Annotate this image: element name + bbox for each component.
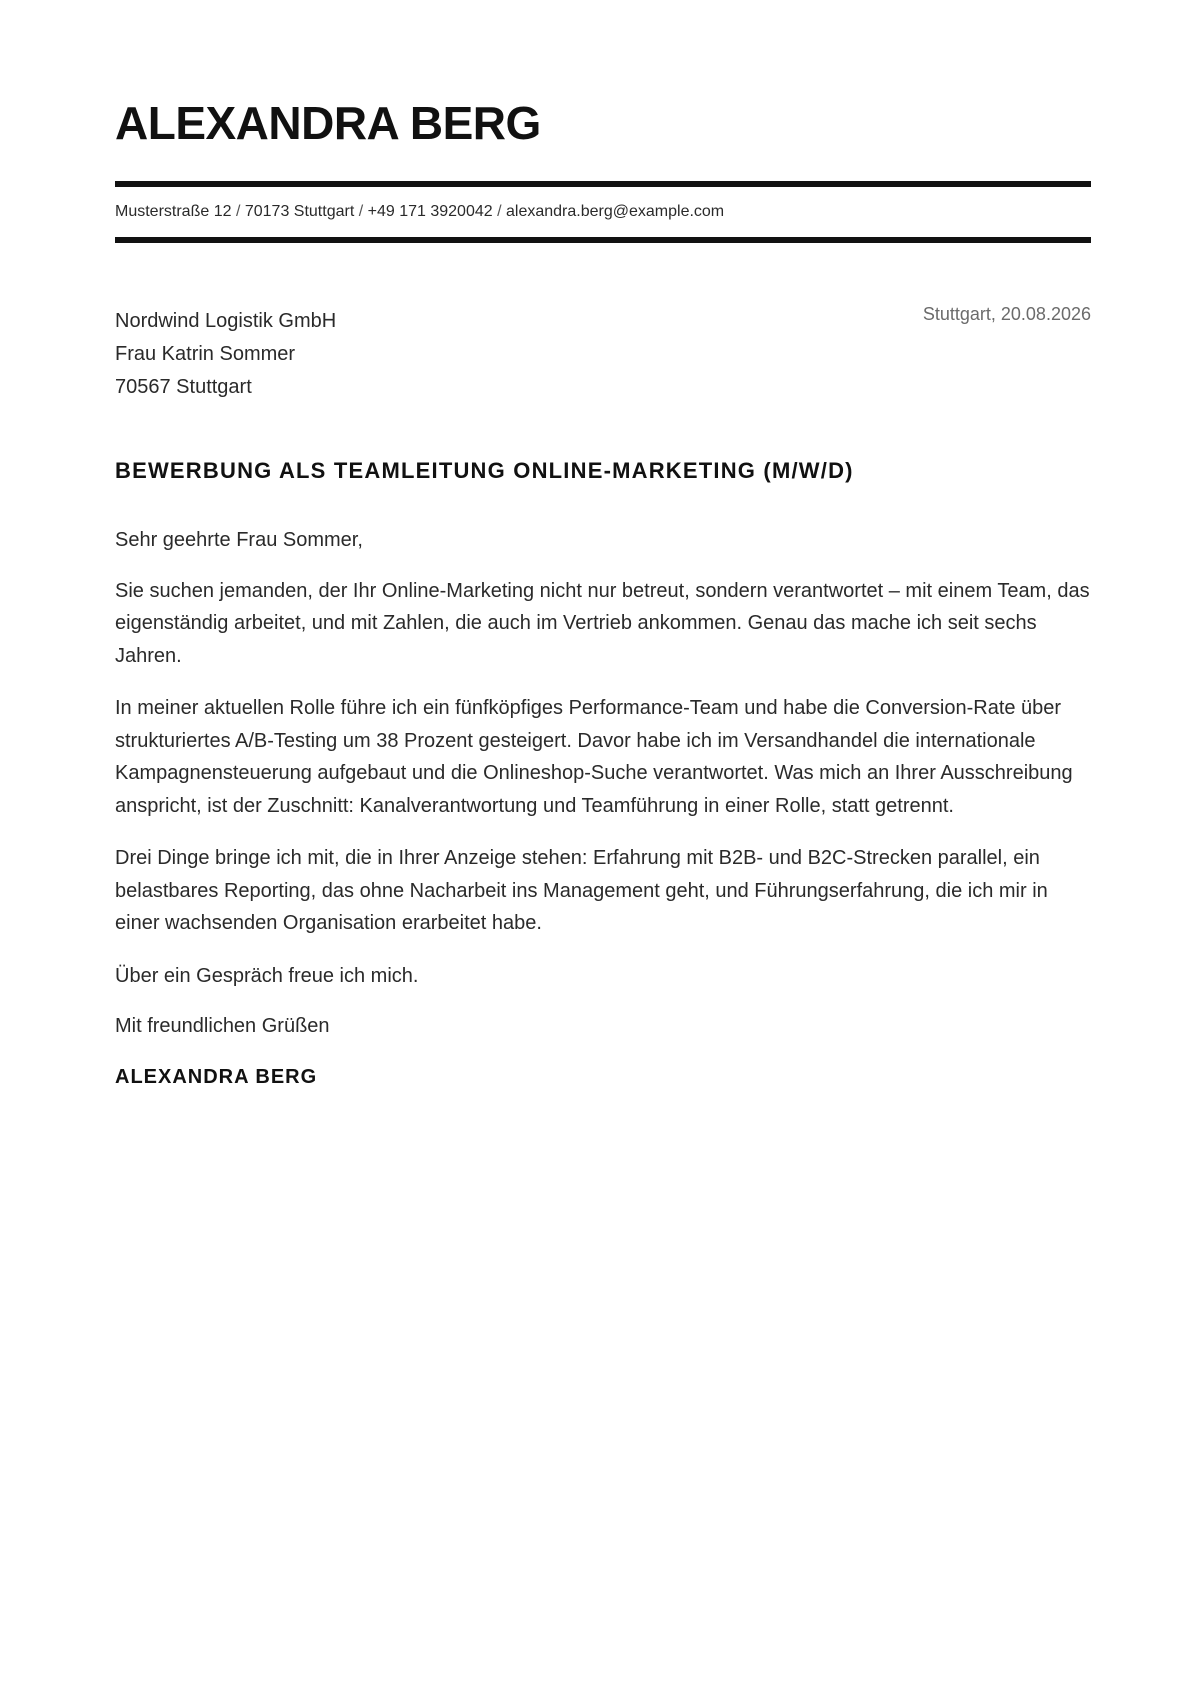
body-paragraph: In meiner aktuellen Rolle führe ich ein fünfköpfiges Performance-Team und habe die Conversion-Rate über strukturiertes A/B-Testing um 38 Prozent gesteigert. Davor habe ich im Versandhandel die internationale Kampagnensteuerung aufgebaut und die Onlineshop-Suche verantwortet. Was mich an Ihrer Ausschreibung anspricht, ist der Zuschnitt: Kanalverantwortung und Teamführung in einer Rolle, statt getrennt. [115, 697, 1073, 817]
contact-street: Musterstraße 12 [115, 203, 232, 220]
regards: Mit freundlichen Grüßen [115, 1015, 330, 1037]
recipient-address [115, 305, 336, 404]
contact-separator: / [235, 203, 241, 220]
body-paragraph: Sie suchen jemanden, der Ihr Online-Marketing nicht nur betreut, sondern verantwortet – mit einem Team, das eigenständig arbeitet, und mit Zahlen, die auch im Vertrieb ankommen. Genau das mache ich seit sechs Jahren. [115, 579, 1090, 667]
letter-body [115, 524, 1095, 1093]
closing-line: Über ein Gespräch freue ich mich. [115, 964, 419, 987]
recipient-company: Nordwind Logistik GmbH [115, 310, 337, 332]
sender-name: ALEXANDRA BERG [115, 97, 541, 149]
header-rule-bottom [115, 237, 1091, 243]
salutation: Sehr geehrte Frau Sommer, [115, 529, 363, 551]
contact-separator: / [497, 203, 502, 220]
contact-city: 70173 Stuttgart [244, 203, 355, 220]
header-rule-top [115, 181, 1091, 187]
contact-phone: +49 171 3920042 [367, 203, 493, 220]
contact-separator: / [358, 203, 364, 220]
body-paragraph: Drei Dinge bringe ich mit, die in Ihrer Anzeige stehen: Erfahrung mit B2B- und B2C-Strecken parallel, ein belastbares Reporting, das ohne Nacharbeit ins Management geht, und Führungserfahrung, die ich mir in einer wachsenden Organisation erarbeitet habe. [115, 847, 1048, 934]
contact-line [115, 203, 724, 221]
contact-email: alexandra.berg@example.com [506, 203, 725, 220]
recipient-person: Frau Katrin Sommer [115, 343, 296, 365]
letter-date: Stuttgart, 20.08.2026 [922, 304, 1091, 324]
signature-name: ALEXANDRA BERG [115, 1065, 318, 1088]
recipient-city: 70567 Stuttgart [115, 376, 252, 398]
letter-subject: BEWERBUNG ALS TEAMLEITUNG ONLINE-MARKETING (M/W/D) [115, 458, 854, 483]
